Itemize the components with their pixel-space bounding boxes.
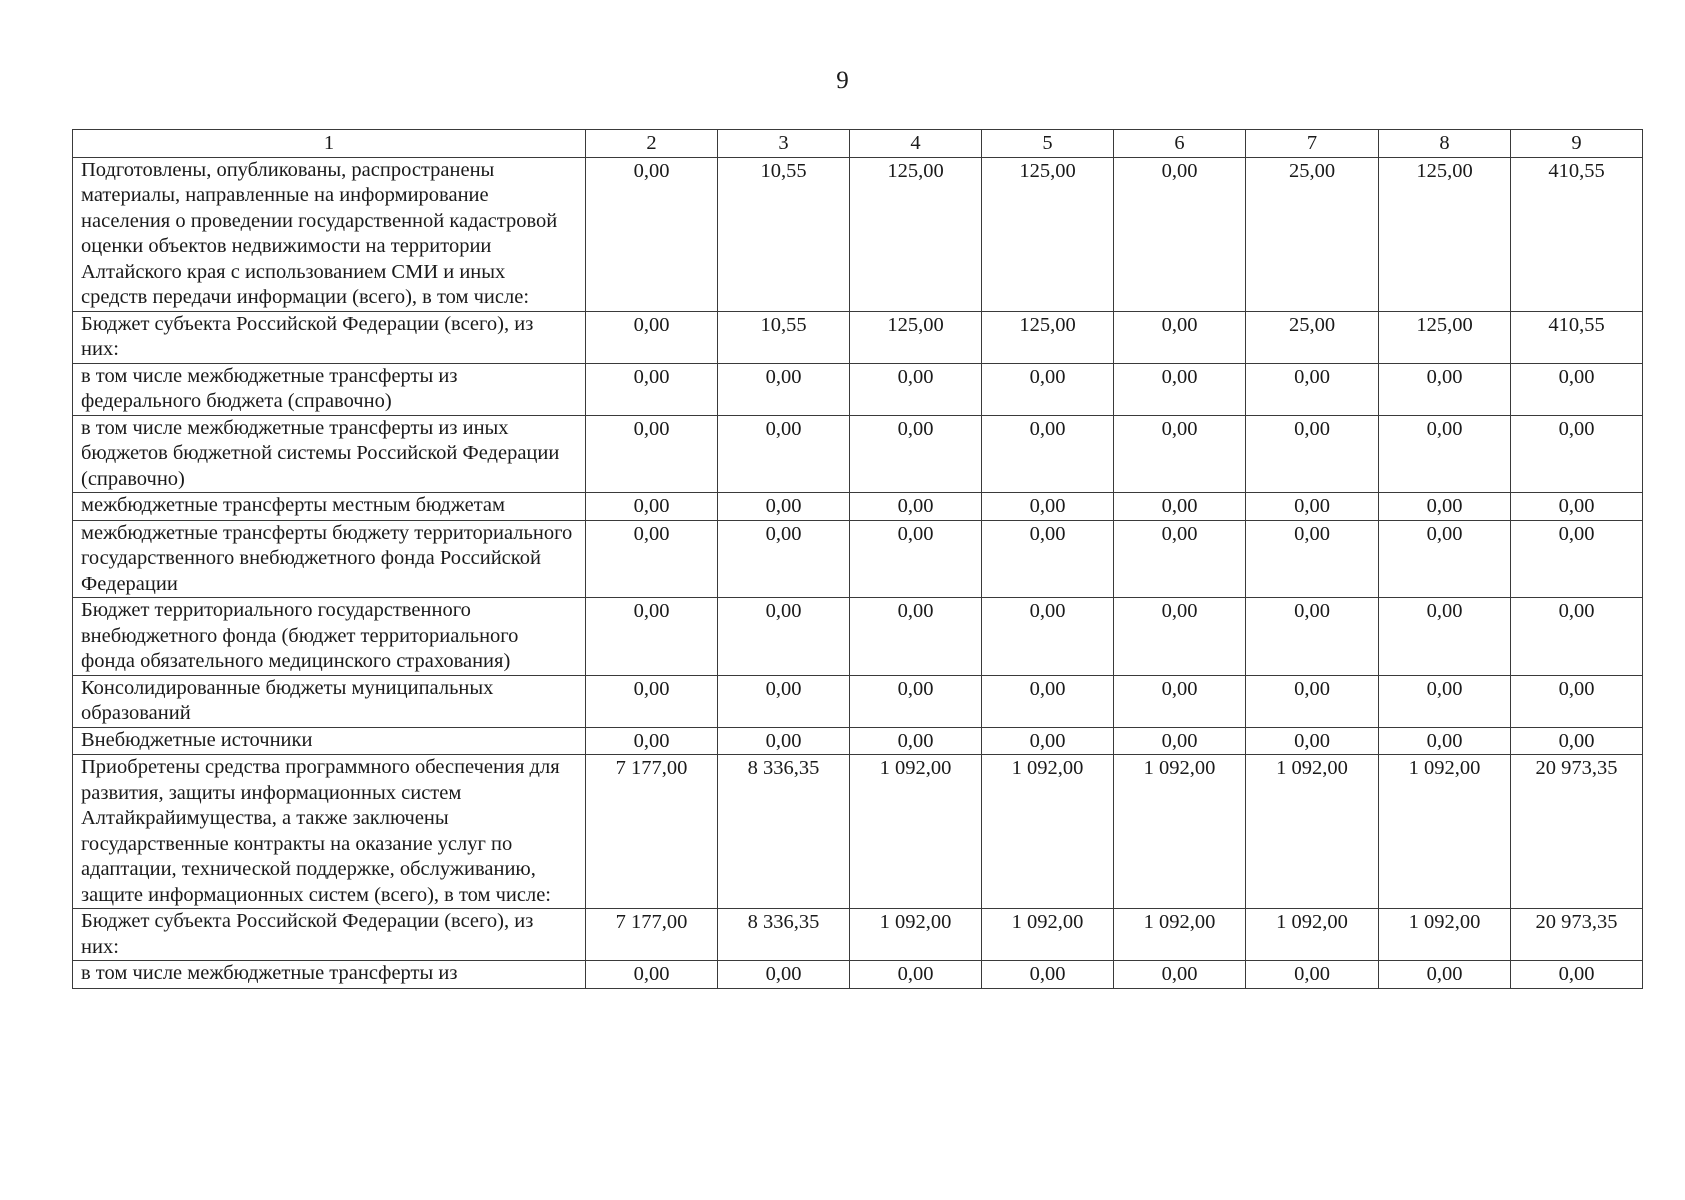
column-header: 2 (586, 130, 718, 158)
value-cell: 0,00 (718, 961, 850, 989)
value-cell: 0,00 (586, 363, 718, 415)
value-cell: 0,00 (718, 493, 850, 521)
table-row (73, 311, 1643, 363)
column-header: 1 (73, 130, 586, 158)
value-cell: 1 092,00 (850, 909, 982, 961)
value-cell: 0,00 (1379, 415, 1511, 493)
row-label: Приобретены средства программного обеспечения для развития, защиты информационных систем Алтайкрайимущества, а также заключены государственные контракты на оказание услуг по адаптации, технической поддержке, обслуживанию, защите информационных систем (всего), в том числе: (73, 755, 586, 909)
table-row (73, 415, 1643, 493)
value-cell: 0,00 (1379, 675, 1511, 727)
value-cell: 0,00 (982, 675, 1114, 727)
value-cell: 0,00 (982, 961, 1114, 989)
row-label: в том числе межбюджетные трансферты из (73, 961, 586, 989)
value-cell: 10,55 (718, 157, 850, 311)
value-cell: 0,00 (1379, 493, 1511, 521)
value-cell: 0,00 (586, 415, 718, 493)
value-cell: 0,00 (850, 598, 982, 676)
value-cell: 0,00 (1246, 493, 1379, 521)
value-cell: 0,00 (1246, 520, 1379, 598)
value-cell: 0,00 (586, 961, 718, 989)
value-cell: 0,00 (1114, 157, 1246, 311)
value-cell: 0,00 (586, 520, 718, 598)
value-cell: 0,00 (1114, 311, 1246, 363)
value-cell: 125,00 (982, 311, 1114, 363)
budget-table (72, 129, 1643, 989)
value-cell: 0,00 (850, 415, 982, 493)
value-cell: 1 092,00 (850, 755, 982, 909)
row-label: Бюджет субъекта Российской Федерации (всего), из них: (73, 909, 586, 961)
row-label: Подготовлены, опубликованы, распространены материалы, направленные на информирование населения о проведении государственной кадастровой оценки объектов недвижимости на территории Алтайского края с использованием СМИ и иных средств передачи информации (всего), в том числе: (73, 157, 586, 311)
value-cell: 1 092,00 (1246, 909, 1379, 961)
value-cell: 25,00 (1246, 311, 1379, 363)
page-number: 9 (836, 67, 849, 94)
value-cell: 0,00 (586, 311, 718, 363)
value-cell: 0,00 (1114, 520, 1246, 598)
value-cell: 0,00 (1114, 727, 1246, 755)
table-row (73, 727, 1643, 755)
value-cell: 0,00 (1114, 415, 1246, 493)
table-row (73, 157, 1643, 311)
column-header: 9 (1511, 130, 1643, 158)
column-header: 3 (718, 130, 850, 158)
table-body (73, 130, 1643, 989)
value-cell: 410,55 (1511, 311, 1643, 363)
value-cell: 0,00 (1246, 727, 1379, 755)
value-cell: 0,00 (982, 363, 1114, 415)
row-label: Консолидированные бюджеты муниципальных образований (73, 675, 586, 727)
value-cell: 0,00 (982, 493, 1114, 521)
column-header: 7 (1246, 130, 1379, 158)
value-cell: 0,00 (1246, 415, 1379, 493)
row-label: Бюджет территориального государственного внебюджетного фонда (бюджет территориального фонда обязательного медицинского страхования) (73, 598, 586, 676)
value-cell: 0,00 (718, 520, 850, 598)
value-cell: 0,00 (1114, 363, 1246, 415)
value-cell: 8 336,35 (718, 755, 850, 909)
value-cell: 1 092,00 (982, 755, 1114, 909)
value-cell: 0,00 (1246, 363, 1379, 415)
value-cell: 0,00 (1379, 727, 1511, 755)
value-cell: 7 177,00 (586, 755, 718, 909)
value-cell: 0,00 (1379, 363, 1511, 415)
value-cell: 1 092,00 (1246, 755, 1379, 909)
value-cell: 0,00 (586, 727, 718, 755)
value-cell: 0,00 (1246, 961, 1379, 989)
table-row (73, 755, 1643, 909)
value-cell: 125,00 (982, 157, 1114, 311)
value-cell: 0,00 (1246, 598, 1379, 676)
value-cell: 0,00 (982, 520, 1114, 598)
value-cell: 1 092,00 (1379, 909, 1511, 961)
value-cell: 1 092,00 (1114, 755, 1246, 909)
value-cell: 0,00 (1511, 727, 1643, 755)
row-label: межбюджетные трансферты бюджету территориального государственного внебюджетного фонда Российской Федерации (73, 520, 586, 598)
table-row (73, 909, 1643, 961)
value-cell: 0,00 (586, 493, 718, 521)
value-cell: 125,00 (1379, 157, 1511, 311)
value-cell: 0,00 (1511, 598, 1643, 676)
column-header: 5 (982, 130, 1114, 158)
table-row (73, 961, 1643, 989)
value-cell: 0,00 (1511, 520, 1643, 598)
value-cell: 0,00 (850, 363, 982, 415)
row-label: межбюджетные трансферты местным бюджетам (73, 493, 586, 521)
value-cell: 0,00 (586, 598, 718, 676)
row-label: Бюджет субъекта Российской Федерации (всего), из них: (73, 311, 586, 363)
value-cell: 1 092,00 (982, 909, 1114, 961)
value-cell: 0,00 (718, 363, 850, 415)
value-cell: 0,00 (1114, 598, 1246, 676)
value-cell: 25,00 (1246, 157, 1379, 311)
column-header: 6 (1114, 130, 1246, 158)
value-cell: 0,00 (982, 598, 1114, 676)
value-cell: 0,00 (718, 598, 850, 676)
value-cell: 1 092,00 (1114, 909, 1246, 961)
table-row (73, 493, 1643, 521)
value-cell: 0,00 (1379, 598, 1511, 676)
table-header-row (73, 130, 1643, 158)
column-header: 8 (1379, 130, 1511, 158)
value-cell: 0,00 (1246, 675, 1379, 727)
value-cell: 7 177,00 (586, 909, 718, 961)
value-cell: 0,00 (1511, 493, 1643, 521)
value-cell: 0,00 (850, 961, 982, 989)
value-cell: 1 092,00 (1379, 755, 1511, 909)
value-cell: 0,00 (1511, 415, 1643, 493)
row-label: в том числе межбюджетные трансферты из федерального бюджета (справочно) (73, 363, 586, 415)
value-cell: 0,00 (1511, 363, 1643, 415)
value-cell: 125,00 (850, 157, 982, 311)
value-cell: 0,00 (1114, 493, 1246, 521)
value-cell: 20 973,35 (1511, 909, 1643, 961)
value-cell: 0,00 (1511, 675, 1643, 727)
value-cell: 0,00 (718, 415, 850, 493)
value-cell: 0,00 (586, 675, 718, 727)
table-row (73, 520, 1643, 598)
value-cell: 0,00 (982, 415, 1114, 493)
value-cell: 0,00 (586, 157, 718, 311)
table-row (73, 598, 1643, 676)
value-cell: 0,00 (718, 727, 850, 755)
table-row (73, 363, 1643, 415)
value-cell: 0,00 (850, 727, 982, 755)
row-label: в том числе межбюджетные трансферты из иных бюджетов бюджетной системы Российской Федерации (справочно) (73, 415, 586, 493)
value-cell: 0,00 (718, 675, 850, 727)
value-cell: 0,00 (982, 727, 1114, 755)
value-cell: 0,00 (1114, 961, 1246, 989)
value-cell: 0,00 (1114, 675, 1246, 727)
value-cell: 0,00 (1511, 961, 1643, 989)
table-row (73, 675, 1643, 727)
value-cell: 0,00 (850, 520, 982, 598)
value-cell: 20 973,35 (1511, 755, 1643, 909)
value-cell: 410,55 (1511, 157, 1643, 311)
value-cell: 10,55 (718, 311, 850, 363)
value-cell: 8 336,35 (718, 909, 850, 961)
row-label: Внебюджетные источники (73, 727, 586, 755)
value-cell: 0,00 (1379, 520, 1511, 598)
value-cell: 0,00 (850, 675, 982, 727)
column-header: 4 (850, 130, 982, 158)
value-cell: 125,00 (1379, 311, 1511, 363)
value-cell: 0,00 (850, 493, 982, 521)
value-cell: 125,00 (850, 311, 982, 363)
value-cell: 0,00 (1379, 961, 1511, 989)
